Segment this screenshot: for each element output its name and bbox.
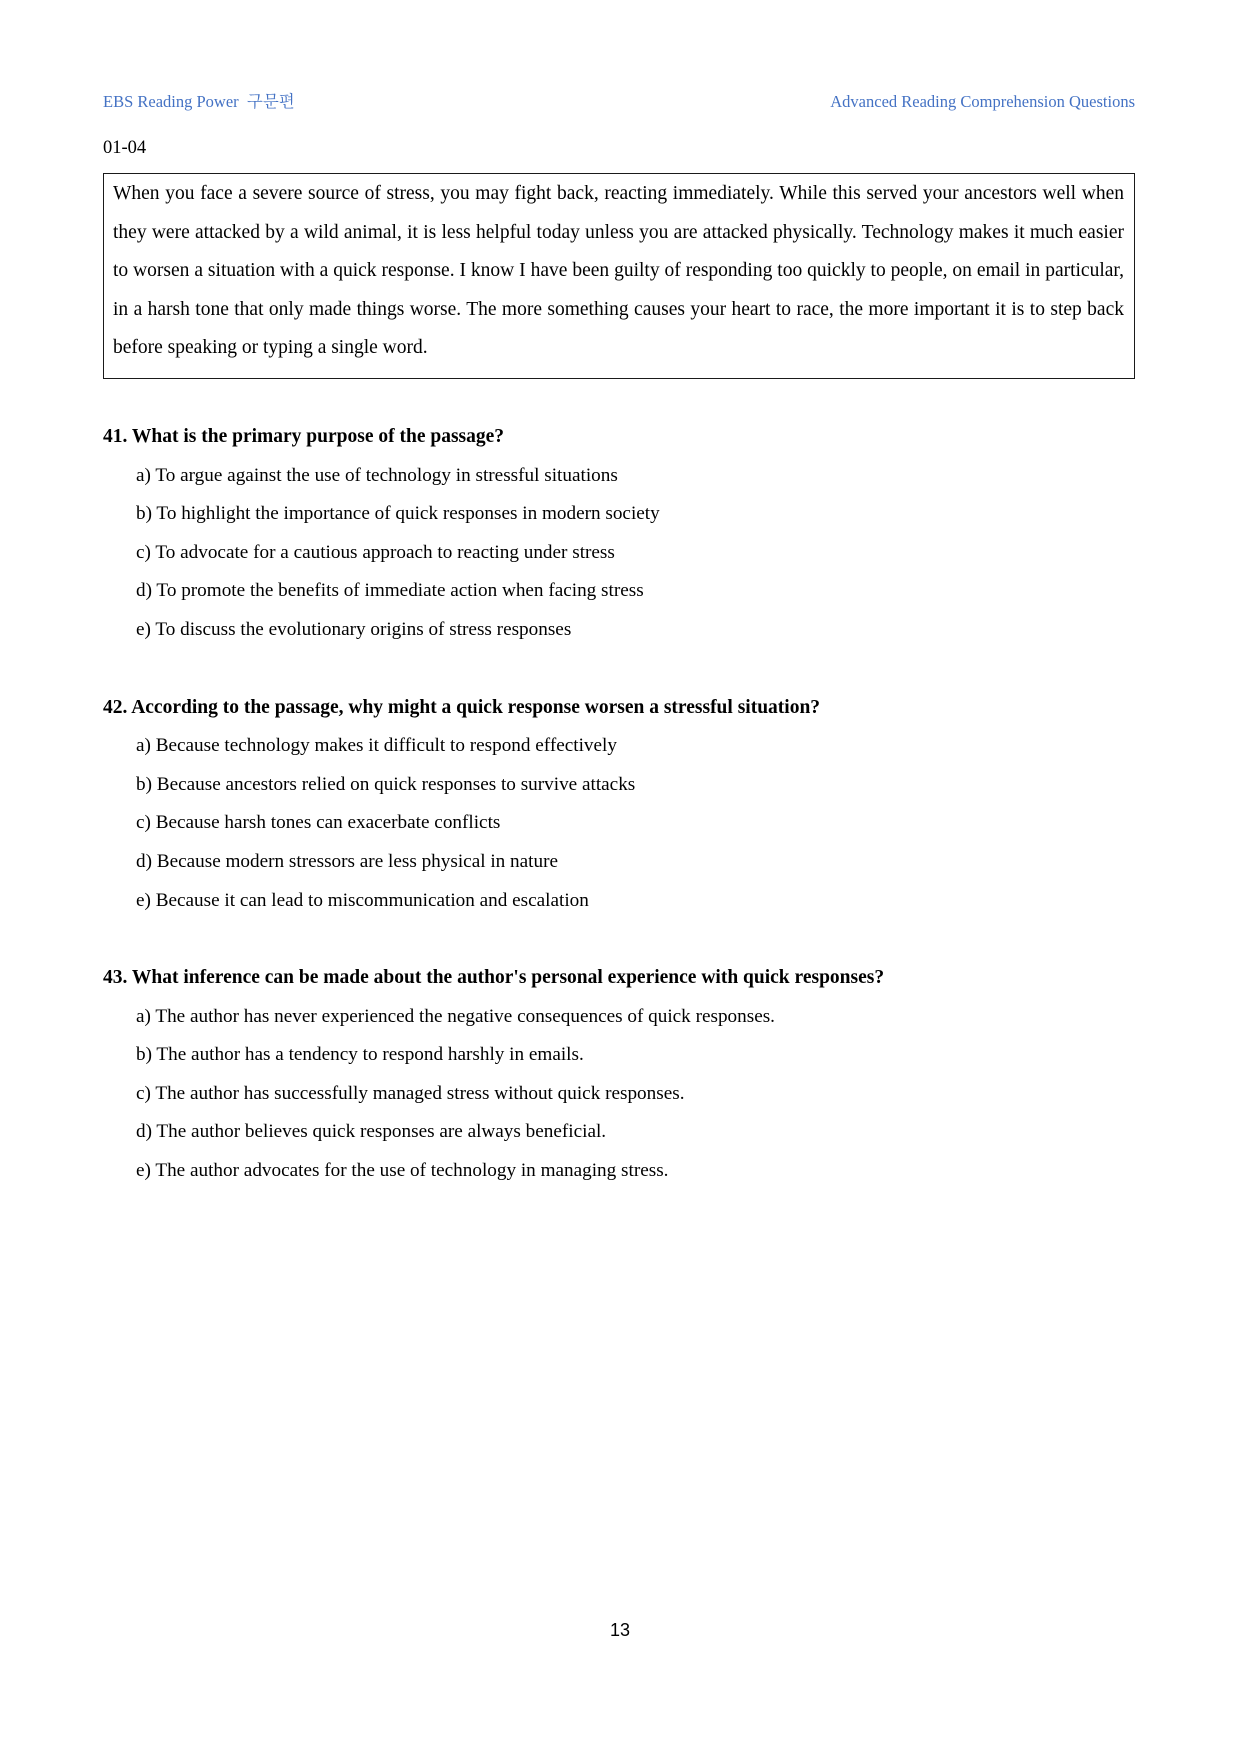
option-d: d) Because modern stressors are less physical in nature (136, 850, 558, 872)
question-42 (103, 689, 1135, 921)
option-b: b) The author has a tendency to respond harshly in emails. (136, 1044, 584, 1066)
page-header (103, 88, 1135, 112)
passage-box (103, 173, 1135, 379)
option-c: c) Because harsh tones can exacerbate conflicts (136, 812, 501, 834)
option-e: e) The author advocates for the use of technology in managing stress. (136, 1160, 669, 1182)
option-a: a) To argue against the use of technology in stressful situations (136, 464, 618, 486)
option-d: d) To promote the benefits of immediate action when facing stress (136, 580, 644, 602)
passage-text: When you face a severe source of stress, you may fight back, reacting immediately. While this served your ancestors well when they were attacked by a wild animal, it is less helpful today unless you are attacked physically. Technology makes it much easier to worsen a situation with a quick response. I know I have been guilty of responding too quickly to people, on email in particular, in a harsh tone that only made things worse. The more something causes your heart to race, the more important it is to step back before speaking or typing a single word. (113, 183, 1124, 359)
question-heading (103, 418, 1135, 457)
question-number: 41. (103, 425, 128, 447)
question-heading (103, 689, 1135, 728)
question-43 (103, 959, 1135, 1191)
question-number: 43. (103, 967, 128, 989)
option-a: a) Because technology makes it difficult to respond effectively (136, 735, 617, 757)
question-number: 42. (103, 696, 128, 718)
question-heading (103, 959, 1135, 998)
option-b: b) To highlight the importance of quick responses in modern society (136, 503, 660, 525)
option-e: e) To discuss the evolutionary origins of stress responses (136, 618, 572, 640)
header-right-title: Advanced Reading Comprehension Questions (830, 92, 1135, 111)
option-d: d) The author believes quick responses are always beneficial. (136, 1121, 607, 1143)
question-41 (103, 418, 1135, 650)
options-list (103, 727, 1135, 920)
option-a: a) The author has never experienced the negative consequences of quick responses. (136, 1005, 775, 1027)
question-text: What is the primary purpose of the passage? (131, 425, 505, 447)
options-list (103, 998, 1135, 1191)
option-e: e) Because it can lead to miscommunication and escalation (136, 889, 589, 911)
option-b: b) Because ancestors relied on quick responses to survive attacks (136, 773, 636, 795)
section-code: 01-04 (103, 138, 147, 158)
question-text: According to the passage, why might a quick response worsen a stressful situation? (131, 696, 821, 718)
option-c: c) To advocate for a cautious approach to reacting under stress (136, 541, 615, 563)
page-number: 13 (609, 1620, 631, 1640)
options-list (103, 457, 1135, 650)
question-text: What inference can be made about the author's personal experience with quick responses? (131, 967, 885, 989)
header-left-title: EBS Reading Power 구문편 (103, 92, 295, 111)
option-c: c) The author has successfully managed stress without quick responses. (136, 1082, 685, 1104)
